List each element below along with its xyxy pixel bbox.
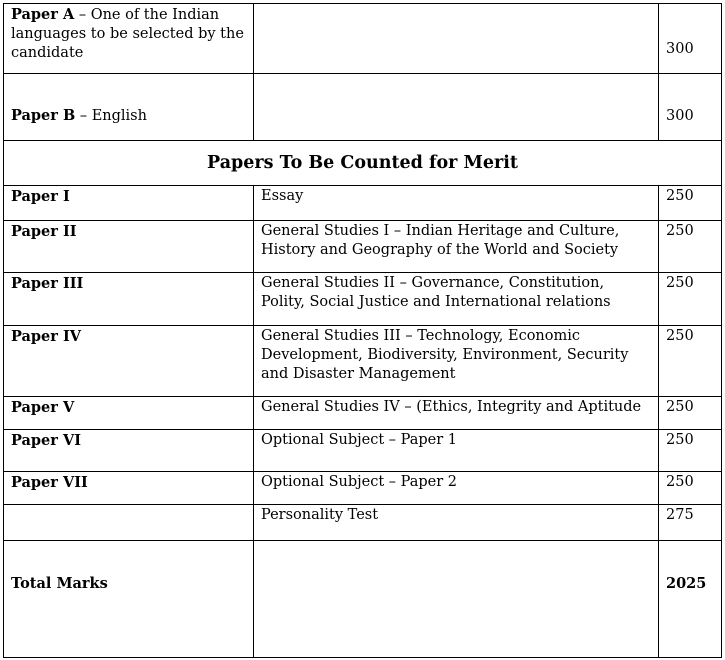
paper-a-marks: 300 <box>659 4 722 74</box>
paper-subject: General Studies II – Governance, Constitution, Polity, Social Justice and International relations <box>254 273 659 326</box>
paper-subject: General Studies III – Technology, Economic Development, Biodiversity, Environment, Security and Disaster Management <box>254 326 659 397</box>
paper-marks: 250 <box>659 273 722 326</box>
paper-a-cell <box>4 4 254 74</box>
table-row <box>4 4 722 74</box>
separator: – <box>74 7 91 23</box>
empty-cell <box>254 541 659 658</box>
table-row <box>4 74 722 141</box>
paper-marks: 250 <box>659 430 722 472</box>
paper-subject: Essay <box>254 186 659 221</box>
paper-name: Paper IV <box>4 326 254 397</box>
paper-name: Paper V <box>4 397 254 430</box>
empty-cell <box>254 4 659 74</box>
paper-subject: General Studies I – Indian Heritage and Culture, History and Geography of the World and Society <box>254 221 659 273</box>
table-row <box>4 397 722 430</box>
table-row <box>4 430 722 472</box>
empty-cell <box>254 74 659 141</box>
paper-marks: 250 <box>659 472 722 505</box>
paper-name: Paper II <box>4 221 254 273</box>
table-row <box>4 273 722 326</box>
paper-name: Paper VI <box>4 430 254 472</box>
paper-name: Paper III <box>4 273 254 326</box>
table-row <box>4 326 722 397</box>
paper-marks: 250 <box>659 186 722 221</box>
table-row <box>4 141 722 186</box>
paper-b-label: Paper B <box>11 107 76 124</box>
paper-marks: 250 <box>659 221 722 273</box>
paper-marks: 250 <box>659 397 722 430</box>
paper-b-cell <box>4 74 254 141</box>
paper-subject: General Studies IV – (Ethics, Integrity and Aptitude <box>254 397 659 430</box>
table-row <box>4 221 722 273</box>
separator: – <box>75 108 92 124</box>
paper-subject: Optional Subject – Paper 1 <box>254 430 659 472</box>
paper-a-label: Paper A <box>11 6 75 23</box>
paper-name: Paper VII <box>4 472 254 505</box>
total-label: Total Marks <box>4 541 254 658</box>
paper-marks: 275 <box>659 505 722 541</box>
table-row <box>4 472 722 505</box>
paper-subject: Optional Subject – Paper 2 <box>254 472 659 505</box>
table-row <box>4 186 722 221</box>
paper-b-desc: English <box>91 108 147 124</box>
paper-a-desc: One of the Indian languages to be selected by the candidate <box>11 7 244 61</box>
paper-marks: 250 <box>659 326 722 397</box>
paper-subject: Personality Test <box>254 505 659 541</box>
table-row <box>4 505 722 541</box>
paper-b-marks: 300 <box>659 74 722 141</box>
paper-name: Paper I <box>4 186 254 221</box>
table-row <box>4 541 722 658</box>
total-marks: 2025 <box>659 541 722 658</box>
paper-name <box>4 505 254 541</box>
merit-heading: Papers To Be Counted for Merit <box>4 141 722 186</box>
marks-table <box>3 3 722 658</box>
